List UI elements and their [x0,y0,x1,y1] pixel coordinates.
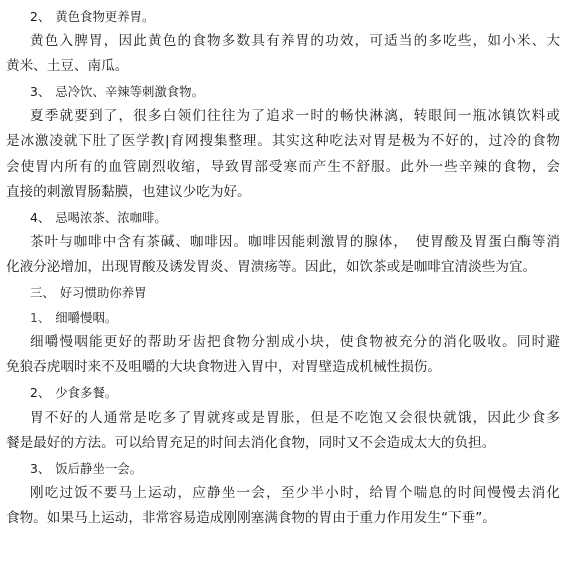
section-number: 3、 [30,460,51,476]
section-title: 黄色食物更养胃。 [55,9,155,24]
chapter-number: 三、 [30,285,55,301]
section-number: 4、 [30,209,51,225]
paragraph-line: 茶叶与咖啡中含有茶碱、咖啡因。咖啡因能刺激胃的腺体， 使胃酸及胃蛋白酶等消 [30,233,560,250]
section-number: 2、 [30,9,51,24]
section-heading [6,79,560,104]
paragraph-line: 化液分泌增加，出现胃酸及诱发胃炎、胃溃疡等。因此，如饮茶或是咖啡宜清淡些为宜。 [6,258,537,275]
paragraph-line: 餐是最好的方法。可以给胃充足的时间去消化食物，同时又不会造成太大的负担。 [6,434,496,451]
section-number: 2、 [30,385,51,401]
paragraph-line: 直接的刺激胃肠黏膜，也建议少吃为好。 [6,183,251,200]
paragraph-line: 刚吃过饭不要马上运动，应静坐一会，至少半小时，给胃个喘息的时间慢慢去消化 [30,484,560,501]
section-number: 3、 [30,84,51,100]
paragraph-line: 黄米、土豆、南瓜。 [6,58,129,75]
section-title: 忌冷饮、辛辣等刺激食物。 [55,84,204,100]
section-number: 1、 [30,310,51,326]
chapter-title: 好习惯助你养胃 [59,285,147,301]
section-heading [6,4,560,29]
paragraph-line: 是冰激凌就下肚了医学教|育网搜集整理。其实这种吃法对胃是极为不好的，过冷的食物 [6,133,560,150]
paragraph-line: 免狼吞虎咽时来不及咀嚼的大块食物进入胃中，对胃壁造成机械性损伤。 [6,359,441,376]
section-title: 忌喝浓茶、浓咖啡。 [55,209,167,225]
section-heading [6,380,560,405]
paragraph-line: 会使胃内所有的血管剧烈收缩，导致胃部受寒而产生不舒服。此外一些辛辣的食物，会 [6,158,560,175]
paragraph-line: 细嚼慢咽能更好的帮助牙齿把食物分割成小块，使食物被充分的消化吸收。同时避 [30,334,560,351]
section-title: 细嚼慢咽。 [55,310,118,326]
section-heading [6,456,560,481]
section-heading [6,205,560,230]
paragraph-line: 食物。如果马上运动，非常容易造成刚刚塞满食物的胃由于重力作用发生“下垂”。 [6,509,496,526]
paragraph-line: 胃不好的人通常是吃多了胃就疼或是胃胀，但是不吃饱又会很快就饿，因此少食多 [30,409,560,426]
section-heading [6,305,560,330]
section-title: 少食多餐。 [55,385,118,401]
chapter-heading [6,280,560,305]
paragraph-line: 夏季就要到了，很多白领们往往为了追求一时的畅快淋漓，转眼间一瓶冰镇饮料或 [30,108,560,125]
paragraph-line: 黄色入脾胃，因此黄色的食物多数具有养胃的功效，可适当的多吃些，如小米、大 [30,33,560,50]
section-title: 饭后静坐一会。 [55,460,143,476]
